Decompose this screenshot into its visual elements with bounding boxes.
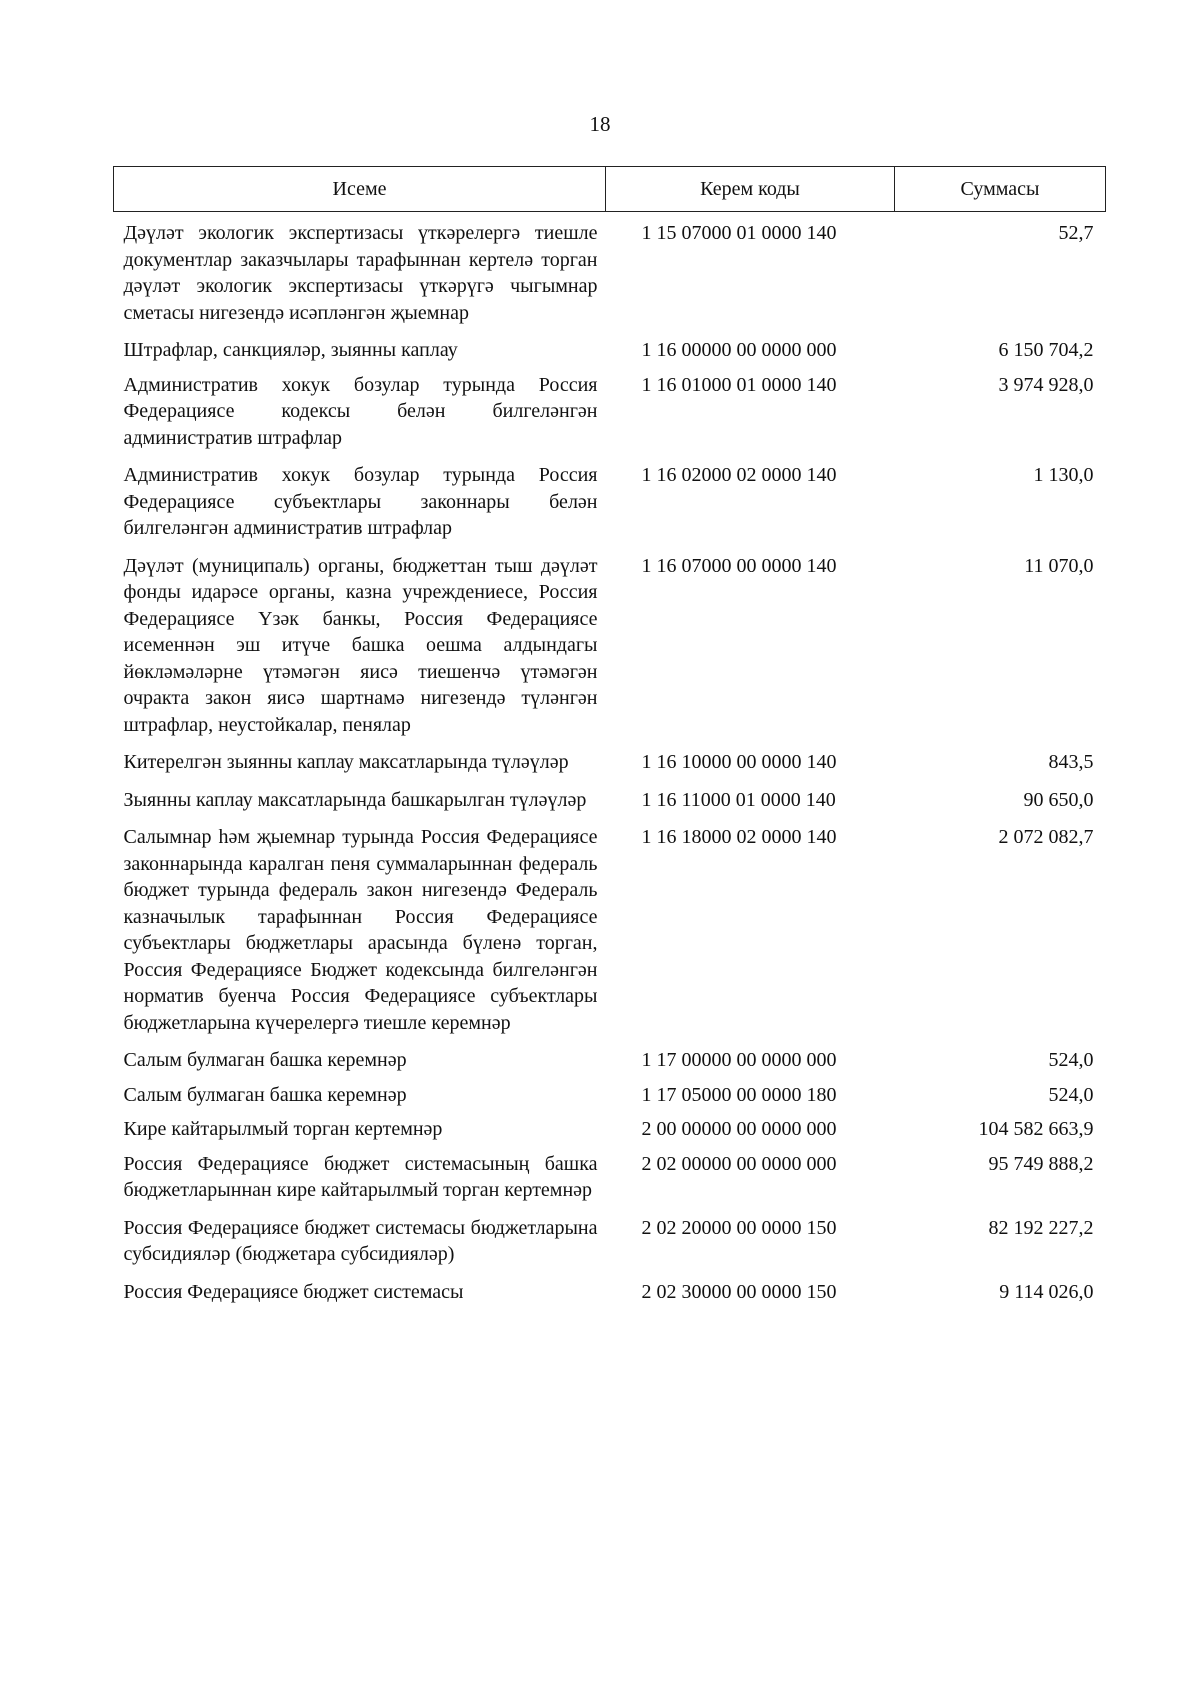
- row-code: 1 16 07000 00 0000 140: [641, 554, 837, 577]
- row-sum: 52,7: [1058, 222, 1094, 244]
- row-code: 2 02 30000 00 0000 150: [641, 1280, 837, 1303]
- row-name: Зыянны каплау максатларында башкарылган түләүләр: [123, 788, 587, 811]
- table-row: [114, 212, 1106, 327]
- table-row: [114, 364, 1106, 452]
- table-row: [114, 1204, 1106, 1268]
- row-code: 1 17 00000 00 0000 000: [641, 1049, 837, 1071]
- row-sum: 95 749 888,2: [988, 1152, 1094, 1175]
- table-row: [114, 813, 1106, 1036]
- row-sum: 104 582 663,9: [978, 1118, 1094, 1140]
- table-header-row: [114, 167, 1106, 212]
- table-row: [114, 1143, 1106, 1204]
- row-sum: 2 072 082,7: [998, 826, 1094, 848]
- row-sum: 11 070,0: [1024, 554, 1094, 577]
- row-code: 1 16 02000 02 0000 140: [641, 464, 837, 486]
- table-header: [114, 167, 1106, 212]
- table-row: [114, 1074, 1106, 1109]
- row-sum: 524,0: [1048, 1083, 1094, 1106]
- header-name: Исеме: [114, 167, 606, 212]
- row-name: Штрафлар, санкцияләр, зыянны каплау: [123, 339, 458, 361]
- row-name: Китерелгән зыянны каплау максатларында түләүләр: [123, 751, 569, 773]
- row-code: 1 16 11000 01 0000 140: [641, 788, 836, 811]
- row-name: Дәүләт экологик экспертизасы үткәрелергә тиешле документлар заказчылары тарафыннан кертелә торган дәүләт экологик экспертизасы үткәрүгә чыгымнар сметасы нигезендә исәпләнгән җыемнар: [123, 222, 598, 324]
- row-name: Дәүләт (муниципаль) органы, бюджеттан тыш дәүләт фонды идарәсе органы, казна учреждениесе, Россия Федерациясе Үзәк банкы, Россия Федерациясе исеменнән эш итүче башка оешма алдындагы йөкләмәләрне үтәмәгән яисә тиешенчә үтәмәгән очракта закон яисә шартнамә нигезендә түләнгән штрафлар, неустойкалар, пенялар: [123, 554, 598, 736]
- row-code: 2 00 00000 00 0000 000: [641, 1118, 837, 1140]
- row-code: 1 17 05000 00 0000 180: [641, 1083, 837, 1106]
- row-code: 1 16 00000 00 0000 000: [641, 339, 837, 361]
- row-name: Россия Федерациясе бюджет системасының башка бюджетларыннан кире кайтарылмый торган кертемнәр: [123, 1152, 598, 1201]
- row-code: 2 02 20000 00 0000 150: [641, 1216, 837, 1239]
- header-sum: Суммасы: [895, 167, 1106, 212]
- table-row: [114, 1268, 1106, 1306]
- row-sum: 6 150 704,2: [998, 339, 1094, 361]
- table-row: [114, 1108, 1106, 1143]
- row-name: Россия Федерациясе бюджет системасы: [123, 1280, 464, 1303]
- row-code: 1 16 18000 02 0000 140: [641, 826, 837, 848]
- row-name: Административ хокук бозулар турында Россия Федерациясе субъектлары законнары белән билгеләнгән административ штрафлар: [123, 464, 598, 539]
- row-name: Кире кайтарылмый торган кертемнәр: [123, 1118, 443, 1140]
- table-row: [114, 326, 1106, 364]
- revenue-table: [113, 166, 1106, 1305]
- row-code: 1 16 01000 01 0000 140: [641, 373, 837, 396]
- row-sum: 1 130,0: [1033, 464, 1094, 486]
- row-name: Салымнар һәм җыемнар турында Россия Федерациясе законнарында каралган пеня суммаларыннан федераль бюджет турында федераль закон нигезендә Федераль казначылык тарафыннан Россия Федерациясе субъектлары бюджетлары арасында бүленә торган, Россия Федерациясе Бюджет кодексында билгеләнгән норматив буенча Россия Федерациясе субъектлары бюджетларына күчерелергә тиешле керемнәр: [123, 826, 598, 1034]
- table-row: [114, 1036, 1106, 1074]
- table-row: [114, 738, 1106, 776]
- row-code: 2 02 00000 00 0000 000: [641, 1152, 837, 1175]
- table-body: [114, 212, 1106, 1306]
- row-name: Россия Федерациясе бюджет системасы бюджетларына субсидияләр (бюджетара субсидияләр): [123, 1216, 598, 1265]
- row-name: Салым булмаган башка керемнәр: [123, 1049, 407, 1071]
- row-sum: 82 192 227,2: [988, 1216, 1094, 1239]
- table-row: [114, 776, 1106, 814]
- row-sum: 3 974 928,0: [998, 373, 1094, 396]
- row-sum: 843,5: [1048, 751, 1094, 773]
- row-sum: 90 650,0: [1023, 788, 1094, 811]
- page-number: 18: [589, 112, 611, 136]
- table-row: [114, 451, 1106, 542]
- table-row: [114, 542, 1106, 739]
- row-sum: 524,0: [1048, 1049, 1094, 1071]
- header-code: Керем коды: [606, 167, 895, 212]
- row-code: 1 15 07000 01 0000 140: [641, 222, 837, 244]
- row-sum: 9 114 026,0: [999, 1280, 1094, 1303]
- row-name: Административ хокук бозулар турында Россия Федерациясе кодексы белән билгеләнгән административ штрафлар: [123, 373, 598, 449]
- row-name: Салым булмаган башка керемнәр: [123, 1083, 407, 1106]
- row-code: 1 16 10000 00 0000 140: [641, 751, 837, 773]
